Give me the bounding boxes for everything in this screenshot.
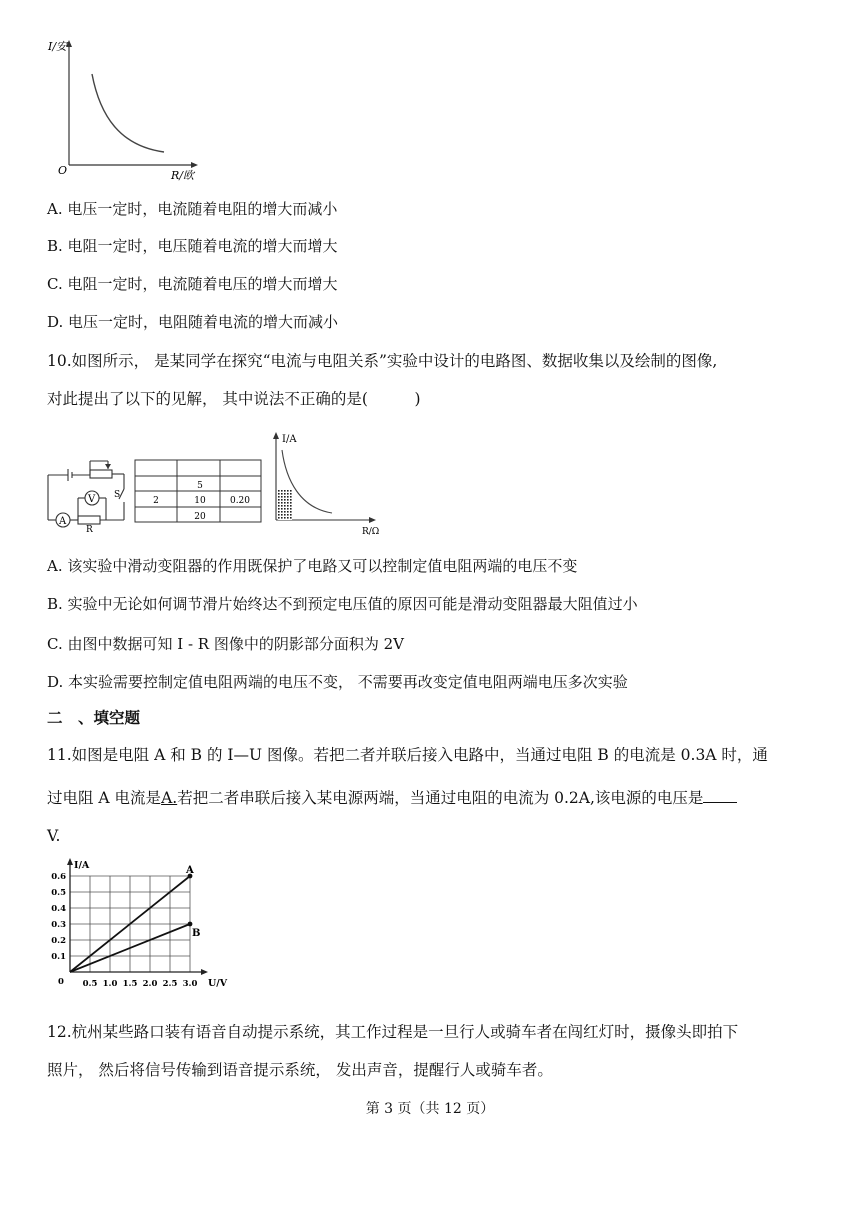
series-label: A bbox=[186, 865, 194, 876]
q11-answer-a: A. bbox=[161, 789, 178, 807]
y-tick-label: 0.3 bbox=[51, 920, 66, 930]
y-tick-label: 0.4 bbox=[51, 904, 66, 914]
series-end-point bbox=[188, 922, 193, 927]
i-u-chart bbox=[45, 860, 228, 1000]
x-axis-label: U/V bbox=[208, 978, 228, 989]
inverse-curve bbox=[92, 74, 164, 152]
x-tick-label: 3.0 bbox=[182, 979, 198, 989]
x-tick-label: 1.5 bbox=[122, 979, 138, 989]
x-axis-arrow bbox=[191, 162, 198, 168]
q11-stem-line2 bbox=[47, 788, 737, 808]
q9-option-d: D. 电压一定时，电阻随着电流的增大而减小 bbox=[47, 313, 339, 331]
x-tick-label: 0.5 bbox=[82, 979, 98, 989]
y-axis-label: I/A bbox=[74, 860, 90, 871]
q11-stem-line3: V. bbox=[47, 827, 61, 845]
data-table bbox=[134, 459, 264, 525]
table-cell: 20 bbox=[194, 512, 206, 522]
voltmeter-label: V bbox=[88, 494, 96, 505]
table-cell: 2 bbox=[153, 496, 159, 506]
q9-option-b: B. 电阻一定时，电压随着电流的增大而增大 bbox=[47, 237, 338, 255]
y-tick-label: 0.1 bbox=[51, 952, 66, 962]
q11-answer-blank[interactable] bbox=[703, 788, 737, 803]
switch-label: S bbox=[114, 490, 121, 500]
table-cell: 10 bbox=[194, 496, 206, 506]
q9-option-c: C. 电阻一定时，电流随着电压的增大而增大 bbox=[47, 275, 338, 293]
x-tick-label: 1.0 bbox=[102, 979, 118, 989]
q10-option-d: D. 本实验需要控制定值电阻两端的电压不变， 不需要再改变定值电阻两端电压多次实验 bbox=[47, 673, 628, 691]
y-axis-label: I/A bbox=[282, 434, 297, 445]
shaded-area bbox=[278, 489, 292, 520]
origin-label: O bbox=[58, 164, 68, 177]
q11-text: 若把二者串联后接入某电源两端，当通过电阻的电流为 0.2A,该电源的电压是 bbox=[177, 789, 704, 807]
x-axis-label: R/Ω bbox=[362, 527, 380, 537]
q10-stem-line1: 10.如图所示， 是某同学在探究“电流与电阻关系”实验中设计的电路图、数据收集以及绘制的图像, bbox=[47, 352, 718, 370]
origin-label: 0 bbox=[58, 977, 64, 987]
series-label: B bbox=[192, 928, 201, 939]
y-tick-label: 0.6 bbox=[51, 872, 66, 882]
x-tick-label: 2.5 bbox=[162, 979, 178, 989]
q10-option-b: B. 实验中无论如何调节滑片始终达不到预定电压值的原因可能是滑动变阻器最大阻值过小 bbox=[47, 595, 638, 613]
q10-stem-line2: 对此提出了以下的见解， 其中说法不正确的是( ) bbox=[47, 390, 421, 408]
y-tick-label: 0.2 bbox=[51, 936, 66, 946]
section-title: 二 、填空题 bbox=[47, 709, 141, 727]
x-axis-arrow bbox=[201, 969, 208, 975]
circuit-diagram bbox=[44, 455, 130, 533]
q12-stem-line2: 照片， 然后将信号传输到语音提示系统， 发出声音，提醒行人或骑车者。 bbox=[47, 1061, 553, 1079]
q10-option-a: A. 该实验中滑动变阻器的作用既保护了电路又可以控制定值电阻两端的电压不变 bbox=[47, 557, 578, 575]
q9-option-a: A. 电压一定时，电流随着电阻的增大而减小 bbox=[47, 200, 338, 218]
x-tick-label: 2.0 bbox=[142, 979, 158, 989]
ammeter-label: A bbox=[59, 516, 67, 527]
q10-option-c: C. 由图中数据可知 I - R 图像中的阴影部分面积为 2V bbox=[47, 635, 404, 653]
table-cell: 0.20 bbox=[229, 496, 251, 506]
resistor-label: R bbox=[86, 525, 93, 535]
q11-text: 过电阻 A 电流是 bbox=[47, 789, 162, 807]
page-footer: 第 3 页（共 12 页） bbox=[365, 1101, 495, 1117]
i-r-shaded-graph bbox=[266, 430, 392, 538]
slider-arrow bbox=[105, 464, 111, 469]
x-axis-label: R/欧 bbox=[171, 169, 194, 182]
y-axis-arrow bbox=[67, 858, 73, 865]
q11-stem-line1: 11.如图是电阻 A 和 B 的 I—U 图像。若把二者并联后接入电路中，当通过电阻 B 的电流是 0.3A 时，通 bbox=[47, 746, 768, 764]
table-cell: 5 bbox=[197, 481, 203, 491]
y-tick-label: 0.5 bbox=[51, 888, 66, 898]
chart-series bbox=[70, 874, 192, 972]
q12-stem-line1: 12.杭州某些路口装有语音自动提示系统，其工作过程是一旦行人或骑车者在闯红灯时，摄像头即拍下 bbox=[47, 1023, 739, 1041]
y-axis-label: I/安 bbox=[48, 40, 68, 53]
i-r-curve-figure bbox=[48, 38, 218, 183]
